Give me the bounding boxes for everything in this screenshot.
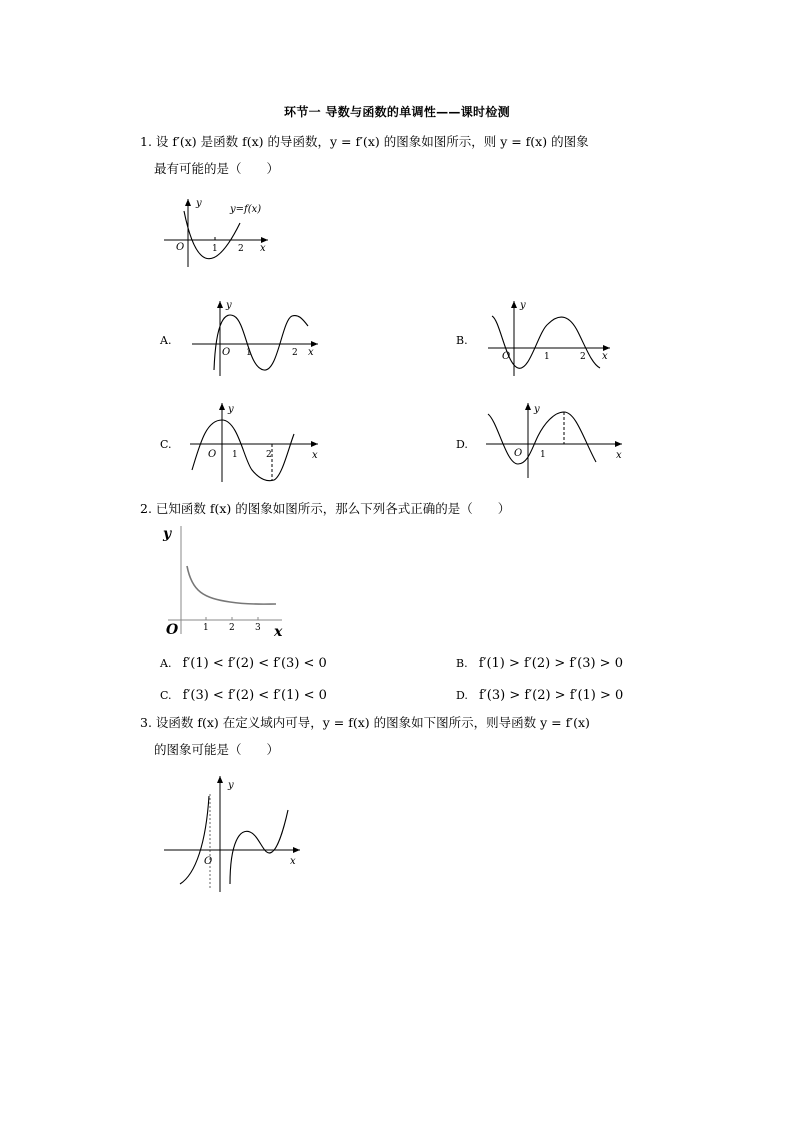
curve-label: y=f(x) bbox=[230, 204, 262, 215]
tick-label-1: 1 bbox=[212, 244, 218, 254]
q2-option-b[interactable] bbox=[456, 652, 623, 671]
q2-option-d-expr: f′(3) > f′(2) > f′(1) > 0 bbox=[479, 688, 624, 703]
axis-y-label: y bbox=[520, 300, 526, 311]
axis-x-label: x bbox=[260, 243, 266, 254]
q1-stem-line2: 最有可能的是（ ） bbox=[154, 161, 280, 176]
x-arrow bbox=[311, 441, 318, 447]
y-arrow bbox=[219, 403, 225, 410]
axis-x-label: x bbox=[308, 347, 314, 358]
tick-label-1: 1 bbox=[540, 450, 546, 460]
tick-label-3: 3 bbox=[255, 623, 261, 633]
axis-x-label: x bbox=[290, 856, 296, 867]
tick-label-2: 2 bbox=[292, 348, 298, 358]
q1-option-d-graph[interactable] bbox=[484, 400, 626, 480]
y-arrow bbox=[217, 776, 223, 783]
tick-label-1: 1 bbox=[203, 623, 209, 633]
q1-option-a-graph[interactable] bbox=[190, 298, 325, 378]
origin-label: O bbox=[176, 242, 185, 253]
origin-label: O bbox=[166, 622, 179, 638]
q2-option-a-label: A. bbox=[160, 657, 172, 670]
tick-label-2: 2 bbox=[266, 450, 272, 460]
y-arrow bbox=[525, 403, 531, 410]
q2-option-b-expr: f′(1) > f′(2) > f′(3) > 0 bbox=[478, 656, 623, 671]
q1-option-b-label[interactable]: B. bbox=[456, 334, 468, 347]
q3-function-graph bbox=[160, 772, 305, 897]
decreasing-curve bbox=[187, 566, 276, 604]
origin-label: O bbox=[208, 449, 217, 460]
x-arrow bbox=[615, 441, 622, 447]
q2-option-d-label: D. bbox=[456, 689, 468, 702]
origin-label: O bbox=[502, 351, 511, 362]
tick-label-2: 2 bbox=[580, 352, 586, 362]
q2-option-c[interactable] bbox=[160, 684, 327, 703]
axis-x-label: x bbox=[312, 450, 318, 461]
y-arrow bbox=[511, 301, 517, 308]
q1-option-d-label[interactable]: D. bbox=[456, 438, 468, 451]
tick-label-1: 1 bbox=[246, 348, 252, 358]
q1-option-c-graph[interactable] bbox=[188, 400, 323, 485]
q2-option-b-label: B. bbox=[456, 657, 468, 670]
q2-option-c-expr: f′(3) < f′(2) < f′(1) < 0 bbox=[182, 688, 327, 703]
tick-label-2: 2 bbox=[238, 244, 244, 254]
tick-label-1: 1 bbox=[544, 352, 550, 362]
q2-function-graph bbox=[160, 522, 290, 642]
origin-label: O bbox=[204, 856, 213, 867]
q1-option-c-label[interactable]: C. bbox=[160, 438, 172, 451]
axis-y-label: y bbox=[228, 780, 234, 791]
q1-option-b-graph[interactable] bbox=[486, 298, 616, 378]
axis-x-label: x bbox=[602, 351, 608, 362]
curve-right-branch bbox=[230, 810, 288, 884]
origin-label: O bbox=[514, 448, 523, 459]
origin-label: O bbox=[222, 347, 231, 358]
axis-x-label: x bbox=[616, 450, 622, 461]
q2-option-d[interactable] bbox=[456, 684, 623, 703]
q1-option-a-label[interactable]: A. bbox=[160, 334, 172, 347]
q3-stem-line2: 的图象可能是（ ） bbox=[154, 742, 280, 757]
tick-label-2: 2 bbox=[229, 623, 235, 633]
page-title: 环节一 导数与函数的单调性——课时检测 bbox=[284, 105, 510, 119]
q3-stem-line1: 3. 设函数 f(x) 在定义域内可导，y = f(x) 的图象如下图所示，则导函数 y = f′(x) bbox=[140, 715, 590, 730]
curve-a bbox=[214, 315, 308, 370]
y-arrow bbox=[185, 199, 191, 206]
axis-y-label: y bbox=[196, 198, 202, 209]
q2-option-a[interactable] bbox=[160, 652, 327, 671]
q2-option-c-label: C. bbox=[160, 689, 172, 702]
q1-derivative-graph bbox=[160, 195, 275, 270]
axis-y-label: y bbox=[228, 404, 234, 415]
axis-y-label: y bbox=[226, 300, 232, 311]
tick-label-1: 1 bbox=[232, 450, 238, 460]
x-arrow bbox=[293, 847, 300, 853]
q1-stem-line1: 1. 设 f′(x) 是函数 f(x) 的导函数，y = f′(x) 的图象如图所示，则 y = f(x) 的图象 bbox=[140, 134, 589, 149]
axis-y-label: y bbox=[534, 404, 540, 415]
axis-x-label: x bbox=[274, 624, 283, 640]
q2-stem: 2. 已知函数 f(x) 的图象如图所示，那么下列各式正确的是（ ） bbox=[140, 501, 511, 516]
axis-y-label: y bbox=[163, 526, 172, 542]
y-arrow bbox=[217, 301, 223, 308]
q2-option-a-expr: f′(1) < f′(2) < f′(3) < 0 bbox=[182, 656, 327, 671]
curve-left-branch bbox=[180, 796, 209, 884]
